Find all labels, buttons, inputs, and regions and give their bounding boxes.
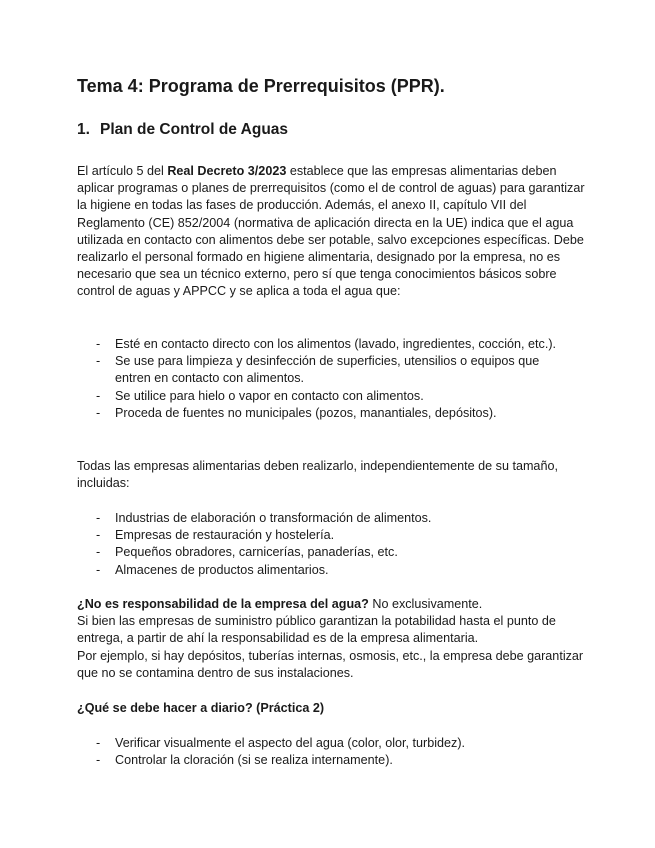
responsibility-block [77,596,587,682]
list-item: - Controlar la cloración (si se realiza internamente). [96,752,576,769]
list-item: - Industrias de elaboración o transformación de alimentos. [96,510,576,527]
list-item: - Empresas de restauración y hostelería. [96,527,576,544]
responsibility-first-line [77,596,587,613]
list-item: - Pequeños obradores, carnicerías, panaderías, etc. [96,544,576,561]
companies-intro-paragraph: Todas las empresas alimentarias deben realizarlo, independientemente de su tamaño, incluidas: [77,459,558,491]
list-item: - Se use para limpieza y desinfección de superficies, utensilios o equipos que entren en contacto con alimentos. [96,353,576,387]
responsibility-example: Por ejemplo, si hay depósitos, tuberías internas, osmosis, etc., la empresa debe garantizar que no se contamina dentro de sus instalaciones. [77,648,584,680]
responsibility-question: ¿No es responsabilidad de la empresa del agua? [77,597,369,611]
intro-text-start: El artículo 5 del [77,164,168,178]
section-heading [77,121,288,139]
companies-list [96,510,576,579]
intro-text-rest: establece que las empresas alimentarias deben aplicar programas o planes de prerrequisitos (como el de control de aguas) para garantizar la higiene en todas las fases de producción. Además, el anexo II, capítulo VII del Reglamento (CE) 852/2004 (normativa de aplicación directa en la UE) indica que el agua utilizada en contacto con alimentos debe ser potable, salvo excepciones específicas. Debe realizarlo el personal formado en higiene alimentaria, designado por la empresa, no es necesario que sea un técnico externo, pero sí que tenga conocimientos básicos sobre control de aguas y APPCC y se aplica a toda el agua que: [77,164,585,299]
intro-decree-reference: Real Decreto 3/2023 [167,164,287,178]
list-item: - Se utilice para hielo o vapor en contacto con alimentos. [96,388,576,405]
responsibility-explanation: Si bien las empresas de suministro público garantizan la potabilidad hasta el punto de entrega, a partir de ahí la responsabilidad es de la empresa alimentaria. [77,614,556,646]
responsibility-answer: No exclusivamente. [368,597,483,611]
list-item: - Verificar visualmente el aspecto del agua (color, olor, turbidez). [96,735,576,752]
section-title: Plan de Control de Aguas [100,121,289,138]
daily-tasks-list [96,735,576,769]
list-item: - Esté en contacto directo con los alimentos (lavado, ingredientes, cocción, etc.). [96,336,576,353]
section-number: 1. [77,121,90,138]
page-title: Tema 4: Programa de Prerrequisitos (PPR). [77,76,445,96]
daily-question: ¿Qué se debe hacer a diario? (Práctica 2) [77,701,325,715]
list-item: - Almacenes de productos alimentarios. [96,562,576,579]
intro-paragraph [77,163,587,301]
list-item: - Proceda de fuentes no municipales (pozos, manantiales, depósitos). [96,405,576,422]
water-uses-list [96,336,576,422]
